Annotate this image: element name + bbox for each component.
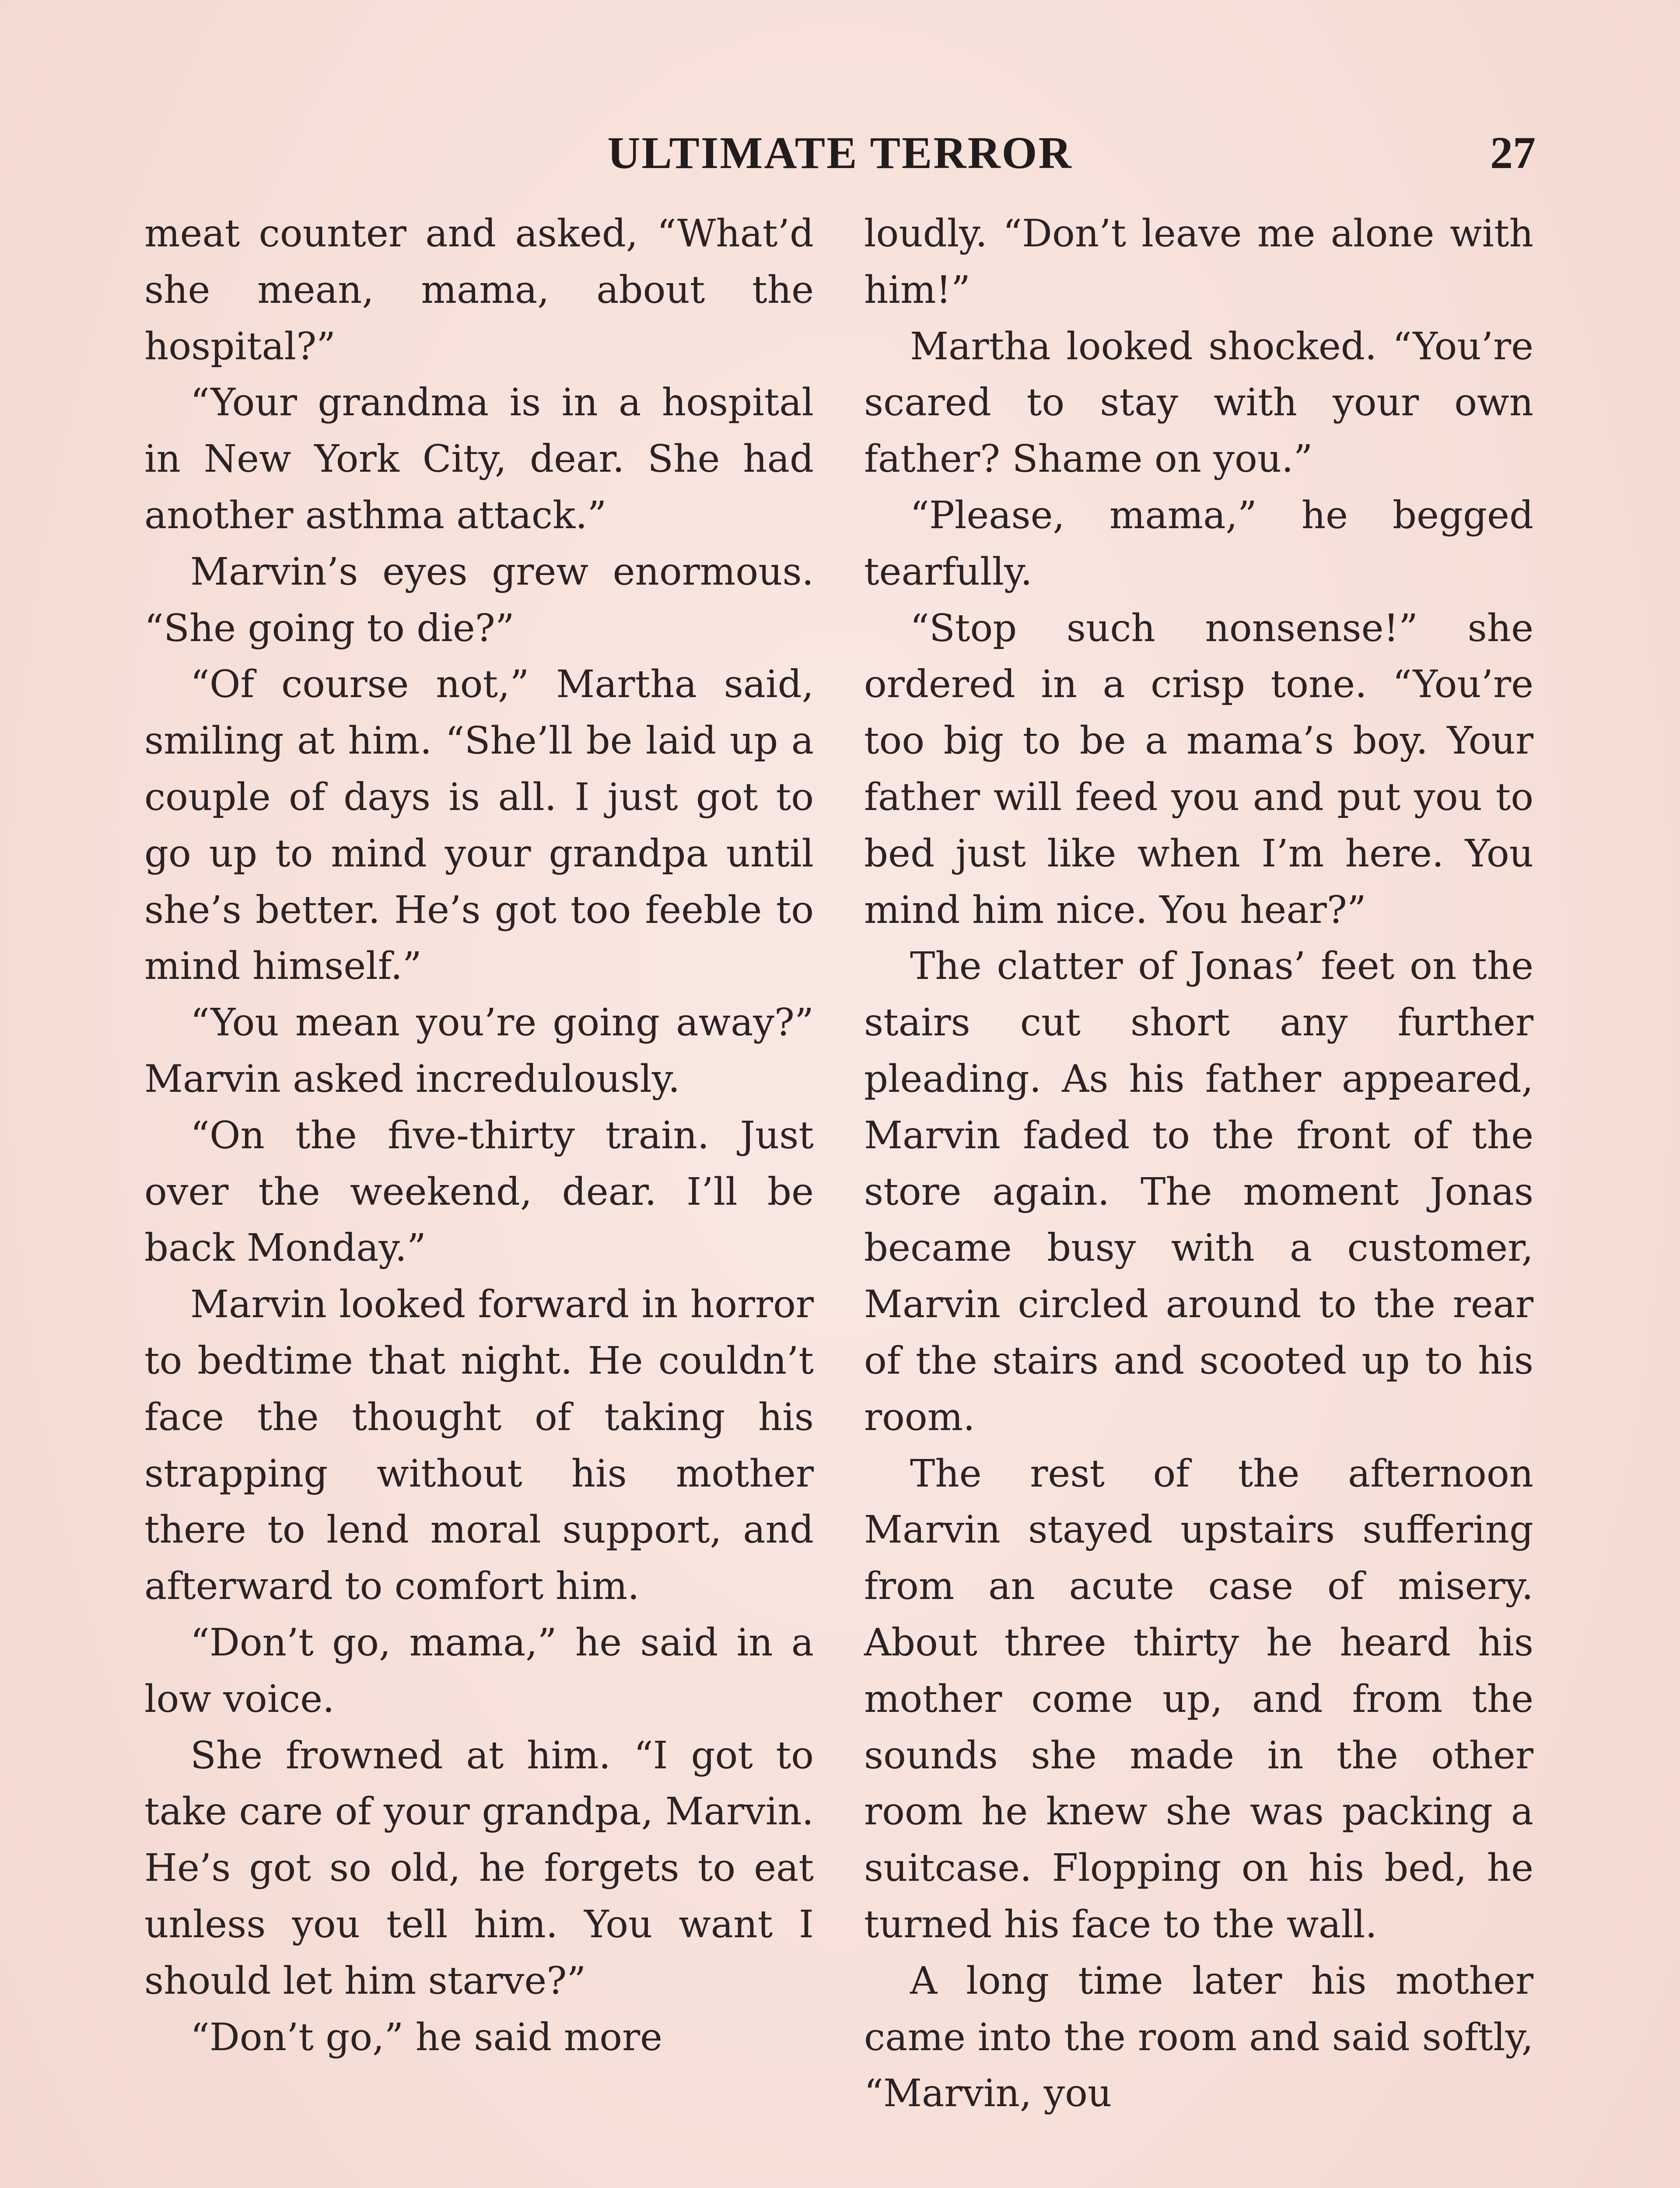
paragraph: “Your grandma is in a hospital in New York City, dear. She had another asthma attack.” xyxy=(144,381,814,537)
paragraph: “Of course not,” Martha said, smiling at him. “She’ll be laid up a couple of days is all. I just got to go up to mind your grandpa until she’s better. He’s got too feeble to mind himself.” xyxy=(144,663,814,989)
text-column-right xyxy=(864,206,1533,2122)
paragraph: “You mean you’re going away?” Marvin asked incredulously. xyxy=(144,1001,814,1101)
paragraph: loudly. “Don’t leave me alone with him!” xyxy=(864,212,1533,312)
paragraph: Marvin looked forward in horror to bedtime that night. He couldn’t face the thought of taking his strapping without his mother there to lend moral support, and afterward to comfort him. xyxy=(144,1283,814,1609)
paragraph: “On the five-thirty train. Just over the weekend, dear. I’ll be back Monday.” xyxy=(144,1113,814,1270)
paragraph: Marvin’s eyes grew enormous. “She going to die?” xyxy=(144,550,814,650)
text-column-left xyxy=(144,206,814,2065)
paragraph: A long time later his mother came into the room and said softly, “Marvin, you xyxy=(864,1959,1533,2116)
paragraph: The rest of the afternoon Marvin stayed upstairs suffering from an acute case of misery. About three thirty he heard his mother come up, and from the sounds she made in the other room he knew she was packing a suitcase. Flopping on his bed, he turned his face to the wall. xyxy=(864,1452,1533,1946)
paragraph: “Don’t go, mama,” he said in a low voice. xyxy=(144,1620,814,1721)
paragraph: “Please, mama,” he begged tearfully. xyxy=(864,493,1533,594)
paragraph: “Don’t go,” he said more xyxy=(190,2015,663,2059)
page-number: 27 xyxy=(1490,128,1536,178)
running-head-title: ULTIMATE TERROR xyxy=(607,128,1073,178)
paragraph: meat counter and asked, “What’d she mean, mama, about the hospital?” xyxy=(144,212,814,368)
paragraph: “Stop such nonsense!” she ordered in a crisp tone. “You’re too big to be a mama’s boy. Your father will feed you and put you to bed just like when I’m here. You mind him nice. You hear?” xyxy=(864,606,1533,932)
paragraph: She frowned at him. “I got to take care of your grandpa, Marvin. He’s got so old, he forgets to eat unless you tell him. You want I should let him starve?” xyxy=(144,1733,814,2003)
paragraph: The clatter of Jonas’ feet on the stairs cut short any further pleading. As his father appeared, Marvin faded to the front of the store again. The moment Jonas became busy with a customer, Marvin circled around to the rear of the stairs and scooted up to his room. xyxy=(864,944,1533,1439)
paragraph: Martha looked shocked. “You’re scared to stay with your own father? Shame on you.” xyxy=(864,324,1533,481)
page-header xyxy=(144,127,1536,184)
